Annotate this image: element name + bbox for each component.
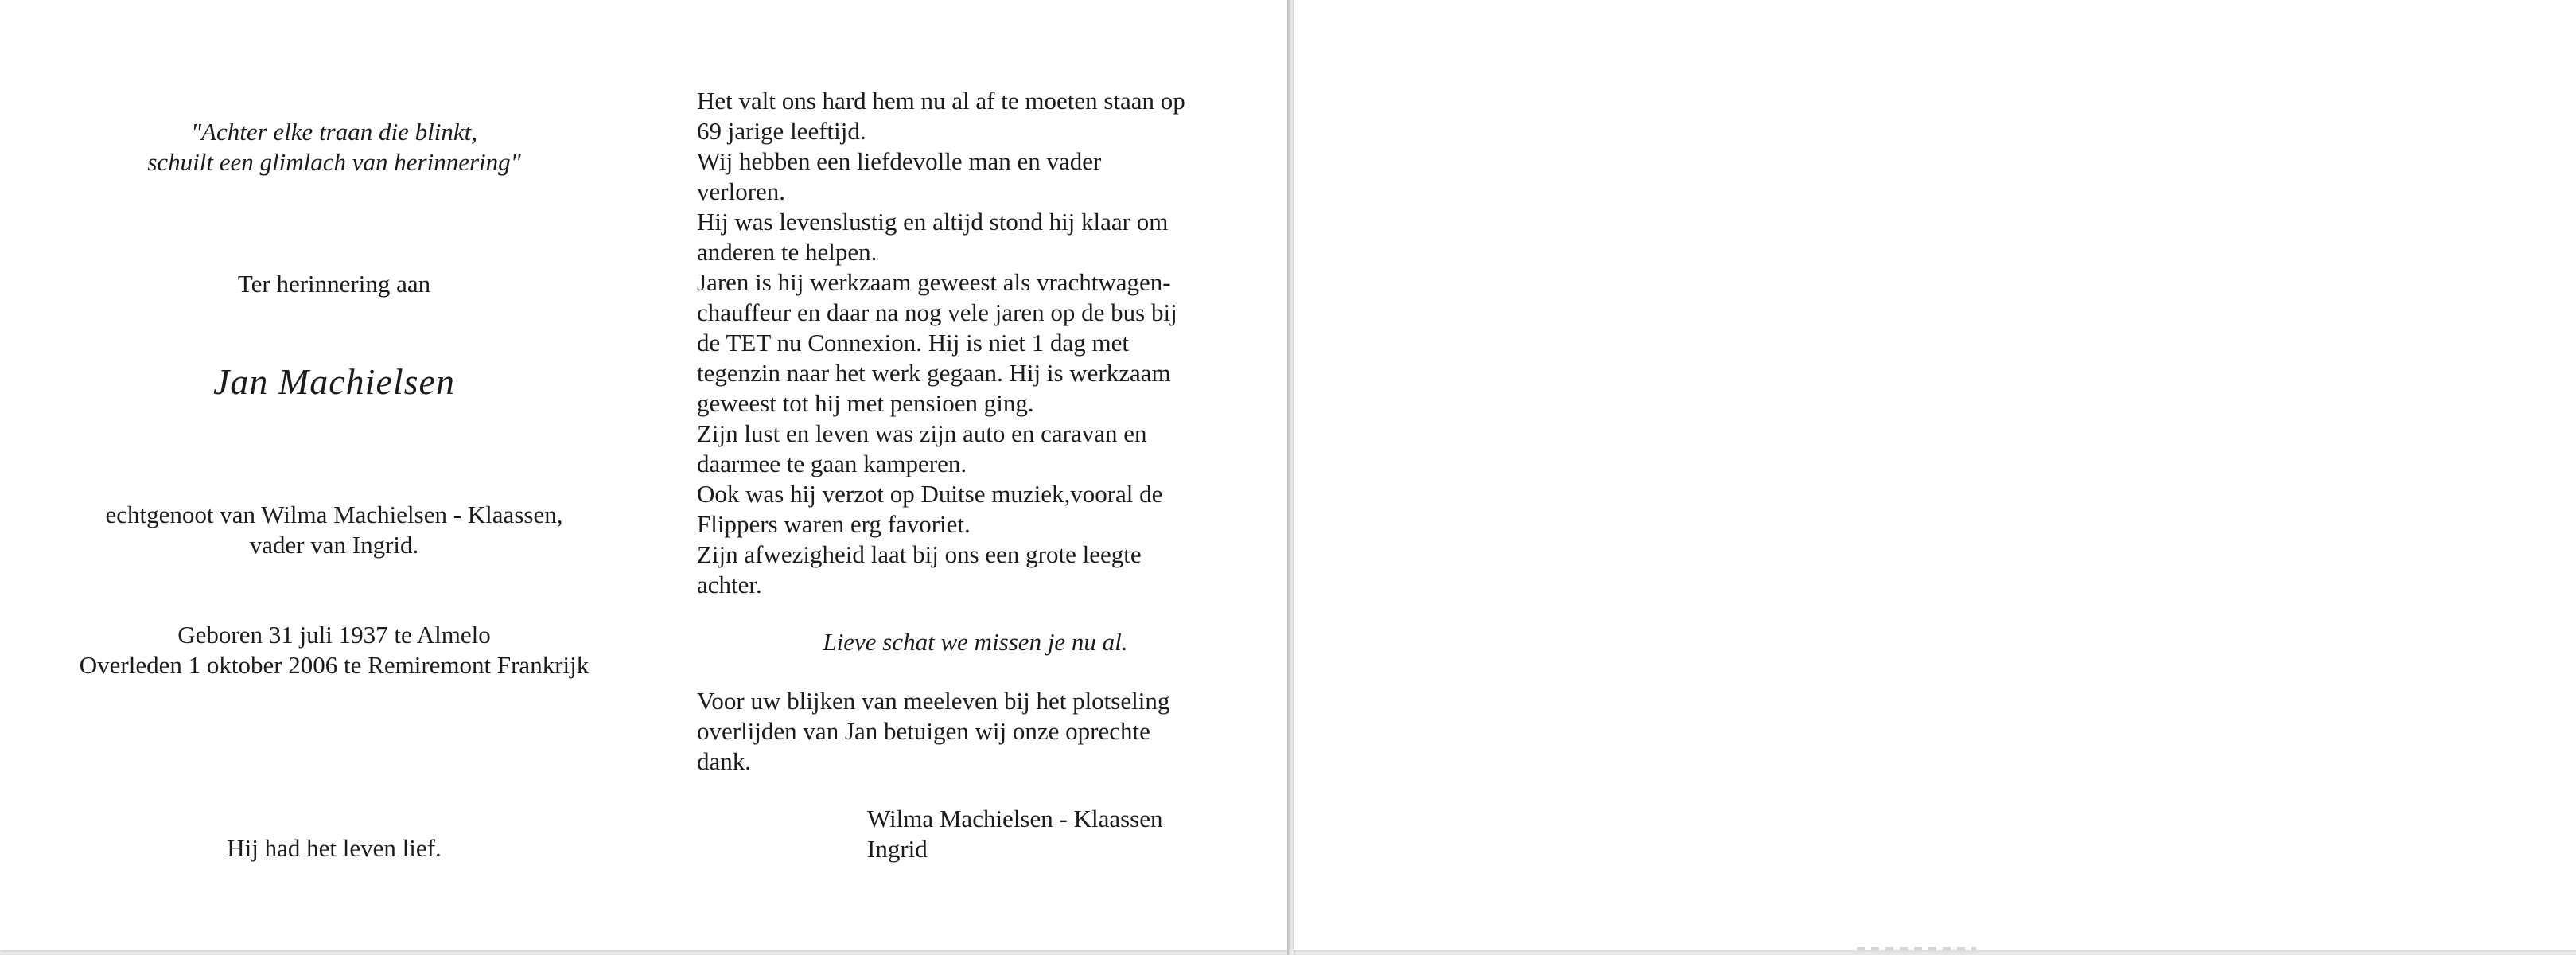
- tribute-line: achter.: [697, 571, 762, 598]
- thanks-text: [697, 686, 1254, 777]
- slogan: Lieve schat we missen je nu al.: [823, 628, 1128, 656]
- relation-line: vader van Ingrid.: [249, 531, 419, 559]
- closing-line: Hij had het leven lief.: [227, 834, 442, 862]
- family-relation: [40, 500, 628, 560]
- memorial-quote: [40, 117, 628, 177]
- thanks-line: dank.: [697, 747, 752, 775]
- thanks-line: overlijden van Jan betuigen wij onze oprechte: [697, 717, 1150, 745]
- card-front-cover: [1294, 0, 2576, 950]
- tribute-line: Zijn lust en leven was zijn auto en caravan en: [697, 419, 1147, 447]
- tribute-line: verloren.: [697, 177, 786, 205]
- card-inner-left: [0, 0, 1289, 950]
- tribute-line: Hij was levenslustig en altijd stond hij klaar om: [697, 208, 1169, 236]
- quote-line: "Achter elke traan die blinkt,: [191, 118, 477, 146]
- deceased-name: Jan Machielsen: [213, 361, 455, 402]
- middle-panel: [697, 86, 1254, 864]
- tribute-line: Wij hebben een liefdevolle man en vader: [697, 147, 1102, 175]
- relation-line: echtgenoot van Wilma Machielsen - Klaassen,: [105, 501, 563, 528]
- tribute-line: geweest tot hij met pensioen ging.: [697, 389, 1034, 417]
- tribute-line: tegenzin naar het werk gegaan. Hij is werkzaam: [697, 359, 1171, 387]
- quote-line: schuilt een glimlach van herinnering": [147, 148, 521, 176]
- tribute-line: Ook was hij verzot op Duitse muziek,vooral de: [697, 480, 1163, 508]
- signature: [697, 804, 1254, 864]
- tribute-line: Flippers waren erg favoriet.: [697, 510, 971, 538]
- tribute-text: [697, 86, 1254, 600]
- birth-line: Geboren 31 juli 1937 te Almelo: [177, 621, 491, 649]
- tribute-line: chauffeur en daar na nog vele jaren op de bus bij: [697, 298, 1177, 326]
- print-mark: [1857, 947, 1976, 950]
- signature-line: Ingrid: [867, 835, 928, 863]
- tribute-line: Jaren is hij werkzaam geweest als vrachtwagen-: [697, 268, 1171, 296]
- signature-line: Wilma Machielsen - Klaassen: [867, 805, 1163, 832]
- tribute-line: Zijn afwezigheid laat bij ons een grote leegte: [697, 540, 1142, 568]
- thanks-line: Voor uw blijken van meeleven bij het plotseling: [697, 687, 1170, 715]
- tribute-line: Het valt ons hard hem nu al af te moeten staan op: [697, 87, 1185, 115]
- death-line: Overleden 1 oktober 2006 te Remiremont Frankrijk: [79, 651, 590, 679]
- tribute-line: 69 jarige leeftijd.: [697, 117, 866, 145]
- life-dates: [40, 620, 628, 680]
- tribute-line: daarmee te gaan kamperen.: [697, 450, 967, 477]
- tribute-line: anderen te helpen.: [697, 238, 877, 266]
- remembrance-intro: Ter herinnering aan: [237, 270, 431, 298]
- tribute-line: de TET nu Connexion. Hij is niet 1 dag met: [697, 329, 1130, 357]
